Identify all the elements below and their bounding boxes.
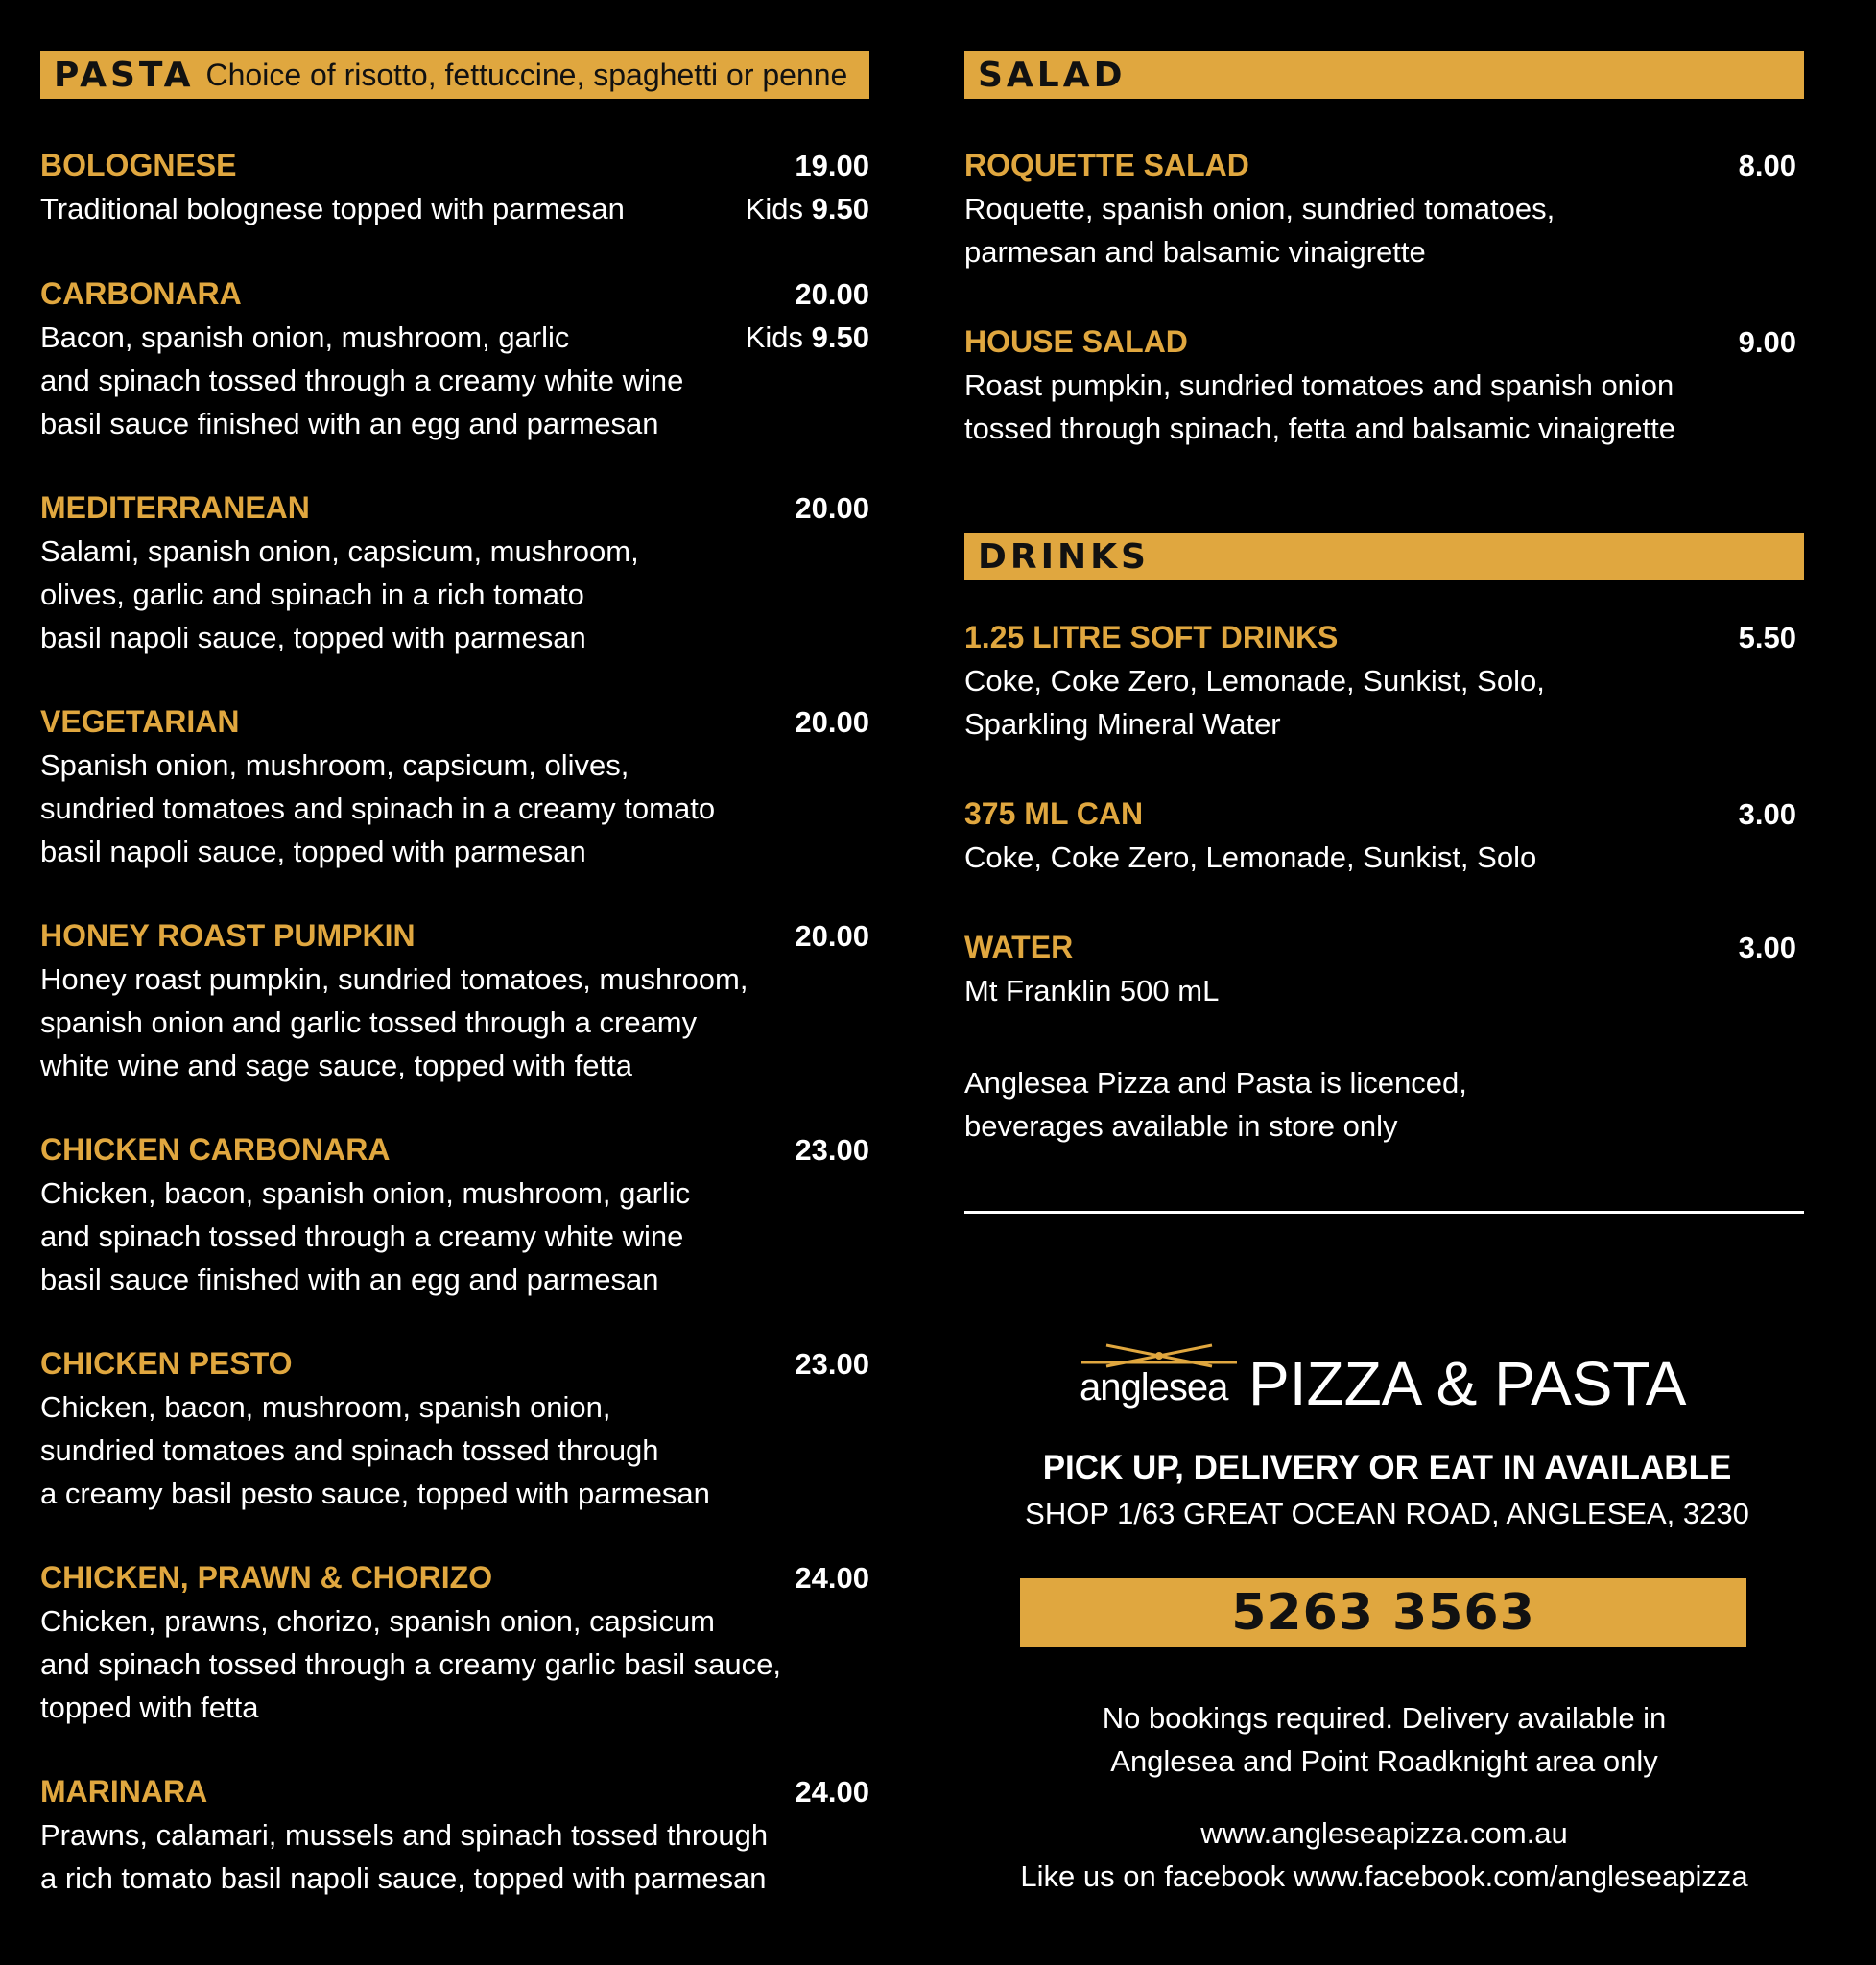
item-kids-price [746, 316, 869, 359]
item-name: ROQUETTE SALAD [964, 148, 1249, 182]
item-description-line: Spanish onion, mushroom, capsicum, olives, [40, 748, 629, 782]
item-description [40, 1599, 869, 1729]
item-price: 20.00 [795, 277, 869, 311]
item-description-line: Chicken, bacon, spanish onion, mushroom, garlic [40, 1176, 691, 1210]
item-name: MARINARA [40, 1774, 208, 1809]
item-description-line: a rich tomato basil napoli sauce, topped with parmesan [40, 1861, 767, 1895]
menu-item [40, 1342, 869, 1515]
item-price: 20.00 [795, 491, 869, 525]
menu-item [40, 144, 869, 230]
item-description-line: a creamy basil pesto sauce, topped with parmesan [40, 1477, 710, 1510]
item-name: CHICKEN CARBONARA [40, 1132, 391, 1167]
item-name: MEDITERRANEAN [40, 490, 310, 525]
logo-pizza-pasta: PIZZA & PASTA [1248, 1349, 1687, 1418]
pasta-title: PASTA [54, 55, 195, 95]
item-description-line: spanish onion and garlic tossed through a creamy [40, 1006, 698, 1039]
item-price: 3.00 [1738, 797, 1796, 831]
kids-label: Kids [745, 192, 804, 225]
menu-item [40, 272, 869, 445]
menu-item [964, 616, 1804, 746]
pasta-subtitle: Choice of risotto, fettuccine, spaghetti or penne [205, 57, 848, 92]
licence-note-line: Anglesea Pizza and Pasta is licenced, [964, 1066, 1467, 1100]
item-price: 9.00 [1738, 325, 1796, 359]
phone-number[interactable]: 5263 3563 [1020, 1578, 1746, 1647]
item-description-line: Salami, spanish onion, capsicum, mushroom, [40, 534, 639, 568]
item-price: 3.00 [1738, 931, 1796, 964]
item-description-line: white wine and sage sauce, topped with fetta [40, 1049, 632, 1082]
licence-note-line: beverages available in store only [964, 1109, 1398, 1143]
menu-item [964, 320, 1804, 450]
booking-note-line: Anglesea and Point Roadknight area only [1110, 1744, 1658, 1778]
item-description [964, 659, 1804, 746]
item-description-line: Roast pumpkin, sundried tomatoes and spanish onion [964, 368, 1674, 402]
item-description-line: olives, garlic and spinach in a rich tomato [40, 578, 584, 611]
tagline: PICK UP, DELIVERY OR EAT IN AVAILABLE [1042, 1449, 1732, 1486]
brand-logo [1078, 1341, 1687, 1418]
menu-item [40, 1128, 869, 1301]
menu-item [40, 486, 869, 659]
item-price: 24.00 [795, 1561, 869, 1595]
item-name: VEGETARIAN [40, 704, 240, 739]
item-name: 1.25 LITRE SOFT DRINKS [964, 620, 1339, 654]
menu-item [40, 914, 869, 1087]
item-description-line: Honey roast pumpkin, sundried tomatoes, mushroom, [40, 962, 748, 996]
booking-note-line: No bookings required. Delivery available in [1102, 1701, 1667, 1735]
item-name: BOLOGNESE [40, 148, 237, 182]
item-kids-price [746, 187, 869, 230]
item-description [964, 187, 1804, 273]
salad-title: SALAD [978, 55, 1127, 95]
item-description-line: parmesan and balsamic vinaigrette [964, 235, 1426, 269]
menu-item [40, 1770, 869, 1900]
item-description [964, 836, 1804, 879]
item-description-line: basil napoli sauce, topped with parmesan [40, 621, 586, 654]
item-description [964, 969, 1804, 1012]
item-name: 375 ML CAN [964, 796, 1144, 831]
drinks-title: DRINKS [978, 536, 1150, 577]
item-price: 5.50 [1738, 621, 1796, 654]
item-description-line: and spinach tossed through a creamy white wine [40, 1219, 684, 1253]
item-description [40, 1385, 869, 1515]
item-description-line: Chicken, bacon, mushroom, spanish onion, [40, 1390, 611, 1424]
item-description-line: Chicken, prawns, chorizo, spanish onion, capsicum [40, 1604, 716, 1638]
item-description [40, 1813, 869, 1900]
licence-note [964, 1061, 1467, 1148]
divider [964, 1211, 1804, 1214]
address: SHOP 1/63 GREAT OCEAN ROAD, ANGLESEA, 3230 [1025, 1497, 1749, 1530]
item-description-line: tossed through spinach, fetta and balsamic vinaigrette [964, 412, 1676, 445]
item-price: 23.00 [795, 1133, 869, 1167]
logo-anglesea: anglesea [1080, 1366, 1228, 1409]
menu-item [40, 1556, 869, 1729]
item-description-line: sundried tomatoes and spinach in a creamy tomato [40, 792, 716, 825]
item-description-line: sundried tomatoes and spinach tossed through [40, 1433, 659, 1467]
item-description-line: and spinach tossed through a creamy white wine [40, 364, 684, 397]
item-description [40, 958, 869, 1087]
item-description [40, 744, 869, 873]
kids-price: 9.50 [811, 320, 869, 354]
salad-header [964, 51, 1804, 99]
facebook-link[interactable]: Like us on facebook www.facebook.com/angleseapizza [1020, 1859, 1748, 1893]
item-description [964, 364, 1804, 450]
item-name: WATER [964, 930, 1074, 964]
item-price: 8.00 [1738, 149, 1796, 182]
item-description-line: and spinach tossed through a creamy garlic basil sauce, [40, 1647, 781, 1681]
item-name: HOUSE SALAD [964, 324, 1188, 359]
item-description [40, 530, 869, 659]
item-price: 20.00 [795, 705, 869, 739]
menu-item [964, 793, 1804, 879]
item-description-line: Sparkling Mineral Water [964, 707, 1281, 741]
pasta-header [40, 51, 869, 99]
item-description-line: topped with fetta [40, 1691, 259, 1724]
web-links [964, 1811, 1804, 1898]
item-price: 23.00 [795, 1347, 869, 1381]
item-description-line: Coke, Coke Zero, Lemonade, Sunkist, Solo, [964, 664, 1545, 698]
menu-item [964, 144, 1804, 273]
booking-note [964, 1696, 1804, 1783]
item-description-line: Coke, Coke Zero, Lemonade, Sunkist, Solo [964, 840, 1537, 874]
website-link[interactable]: www.angleseapizza.com.au [1200, 1816, 1568, 1850]
item-description-line: Roquette, spanish onion, sundried tomatoes, [964, 192, 1555, 225]
item-description-line: basil sauce finished with an egg and parmesan [40, 1263, 659, 1296]
menu-item [40, 700, 869, 873]
kids-label: Kids [745, 320, 804, 354]
item-name: CHICKEN, PRAWN & CHORIZO [40, 1560, 493, 1595]
item-description-line: Prawns, calamari, mussels and spinach tossed through [40, 1818, 769, 1852]
drinks-header [964, 533, 1804, 580]
item-description-line: Traditional bolognese topped with parmesan [40, 192, 625, 225]
menu-item [964, 926, 1804, 1012]
item-description-line: basil sauce finished with an egg and parmesan [40, 407, 659, 440]
item-name: HONEY ROAST PUMPKIN [40, 918, 416, 953]
item-name: CARBONARA [40, 276, 242, 311]
item-name: CHICKEN PESTO [40, 1346, 293, 1381]
item-description-line: Bacon, spanish onion, mushroom, garlic [40, 320, 570, 354]
item-description-line: basil napoli sauce, topped with parmesan [40, 835, 586, 868]
item-description-line: Mt Franklin 500 mL [964, 974, 1220, 1007]
kids-price: 9.50 [811, 192, 869, 225]
item-price: 24.00 [795, 1775, 869, 1809]
item-price: 20.00 [795, 919, 869, 953]
item-price: 19.00 [795, 149, 869, 182]
item-description [40, 1172, 869, 1301]
